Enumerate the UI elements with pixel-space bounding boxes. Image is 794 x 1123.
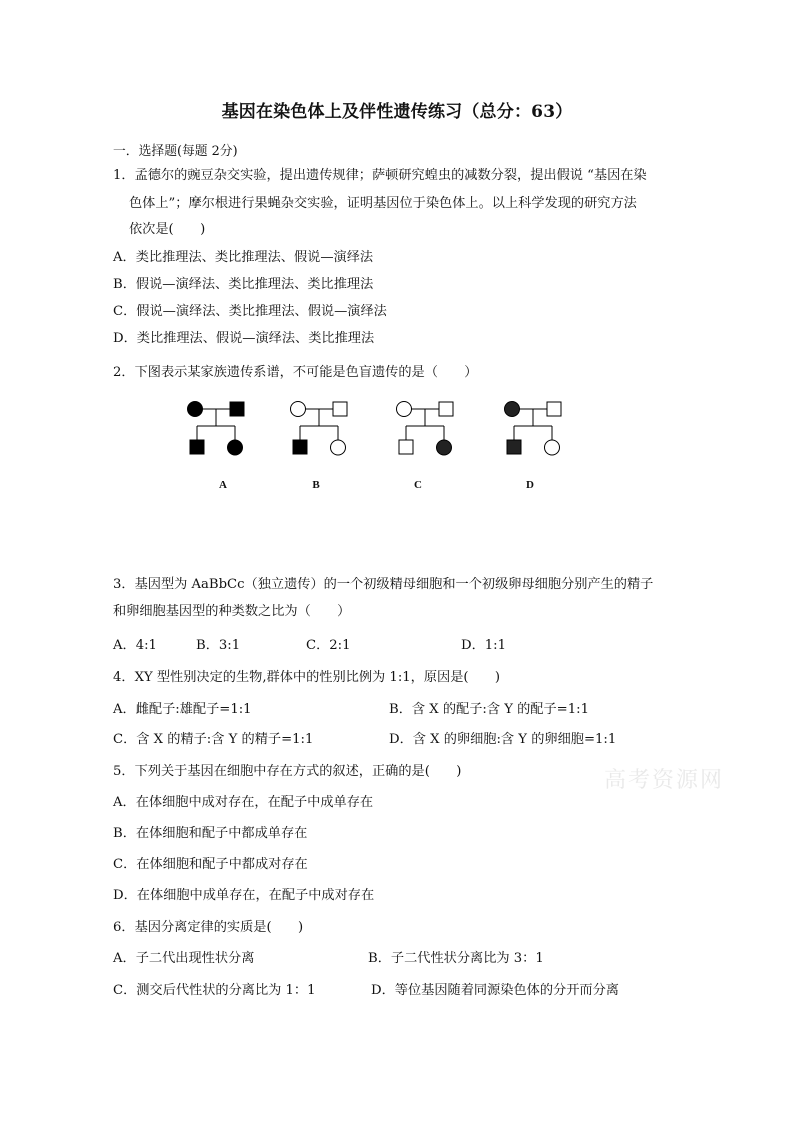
q1-stem-line-2: 色体上”；摩尔根进行果蝇杂交实验，证明基因位于染色体上。以上科学发现的研究方法 (129, 196, 637, 211)
male-affected-symbol (230, 402, 244, 416)
q1-option-b: B．假说—演绎法、类比推理法、类比推理法 (113, 277, 374, 292)
female-affected-symbol (228, 440, 243, 455)
q1-stem-line-3: 依次是( ) (129, 222, 206, 237)
q6-option-c: C．测交后代性状的分离比为 1：1 (113, 983, 316, 998)
q3-stem-line-1: 3．基因型为 AaBbCc（独立遗传）的一个初级精母细胞和一个初级卵母细胞分别产生的精子 (113, 577, 654, 592)
pedigree-d (497, 396, 577, 460)
q6-option-b: B．子二代性状分离比为 3：1 (368, 951, 544, 966)
pedigree-label-b: B (312, 479, 320, 491)
female-affected-symbol (505, 402, 520, 417)
male-affected-symbol (190, 440, 204, 454)
q3-option-d: D．1:1 (461, 638, 506, 653)
q4-option-a: A．雌配子:雄配子=1:1 (113, 702, 252, 717)
q4-option-d: D．含 X 的卵细胞:含 Y 的卵细胞=1:1 (389, 732, 617, 747)
q1-option-d: D．类比推理法、假说—演绎法、类比推理法 (113, 331, 375, 346)
male-affected-symbol (293, 440, 307, 454)
q2-stem: 2．下图表示某家族遗传系谱，不可能是色盲遗传的是（ ） (113, 365, 478, 380)
q3-option-c: C．2:1 (306, 638, 351, 653)
q6-stem: 6．基因分离定律的实质是( ) (113, 920, 304, 935)
q5-option-d: D．在体细胞中成单存在，在配子中成对存在 (113, 888, 375, 903)
pedigree-b (283, 396, 363, 460)
q5-stem: 5．下列关于基因在细胞中存在方式的叙述，正确的是( ) (113, 764, 462, 779)
q4-option-b: B．含 X 的配子:含 Y 的配子=1:1 (389, 702, 589, 717)
male-normal-symbol (547, 402, 561, 416)
pedigree-label-c: C (414, 479, 422, 491)
male-affected-symbol (507, 440, 521, 454)
male-normal-symbol (333, 402, 347, 416)
male-normal-symbol (439, 402, 453, 416)
male-normal-symbol (399, 440, 413, 454)
female-normal-symbol (291, 402, 306, 417)
pedigree-c (389, 396, 469, 460)
female-affected-symbol (188, 402, 203, 417)
q1-stem-line-1: 1．孟德尔的豌豆杂交实验，提出遗传规律；萨顿研究蝗虫的减数分裂，提出假说 “基因在染 (113, 168, 647, 183)
watermark: 高考资源网 (604, 768, 725, 793)
female-normal-symbol (331, 440, 346, 455)
female-affected-symbol (437, 440, 452, 455)
q4-stem: 4．XY 型性别决定的生物,群体中的性别比例为 1:1，原因是( ) (113, 670, 501, 685)
q3-option-a: A．4:1 (113, 638, 157, 653)
q5-option-a: A．在体细胞中成对存在，在配子中成单存在 (113, 795, 374, 810)
q3-stem-line-2: 和卵细胞基因型的种类数之比为（ ） (113, 604, 351, 619)
q5-option-c: C．在体细胞和配子中都成对存在 (113, 857, 308, 872)
q4-option-c: C．含 X 的精子:含 Y 的精子=1:1 (113, 732, 314, 747)
pedigree-label-a: A (219, 479, 227, 491)
female-normal-symbol (397, 402, 412, 417)
q1-option-c: C．假说—演绎法、类比推理法、假说—演绎法 (113, 304, 387, 319)
q6-option-a: A．子二代出现性状分离 (113, 951, 255, 966)
q1-option-a: A．类比推理法、类比推理法、假说—演绎法 (113, 250, 374, 265)
q3-option-b: B．3:1 (196, 638, 241, 653)
page-title: 基因在染色体上及伴性遗传练习（总分：63） (221, 102, 573, 122)
female-normal-symbol (545, 440, 560, 455)
pedigree-a (180, 396, 260, 460)
pedigree-label-d: D (526, 479, 534, 491)
q6-option-d: D．等位基因随着同源染色体的分开而分离 (371, 983, 619, 998)
q5-option-b: B．在体细胞和配子中都成单存在 (113, 826, 308, 841)
section-heading: 一．选择题(每题 2分) (113, 144, 238, 159)
